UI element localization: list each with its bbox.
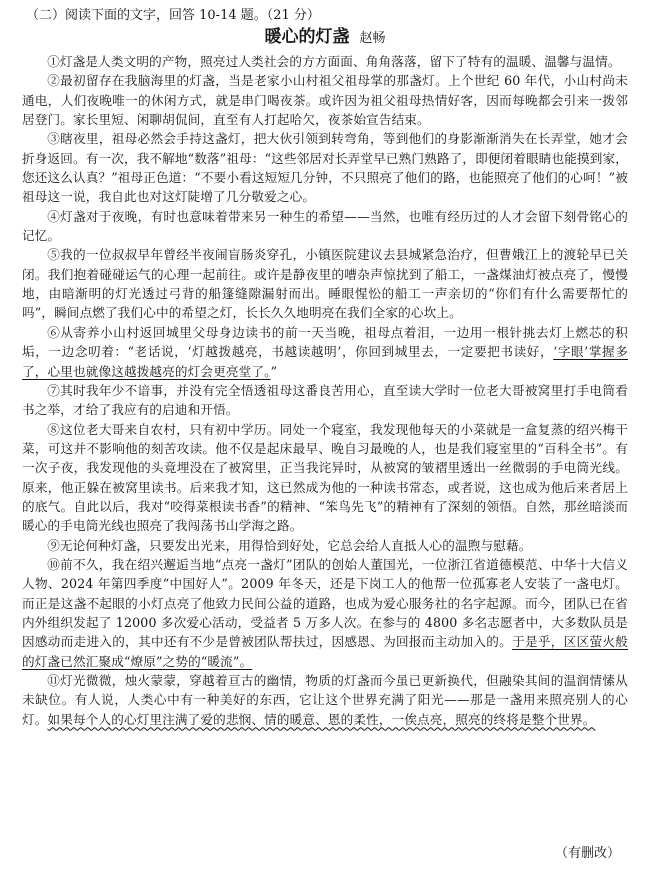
underlined-sentence: ‘字眼’掌握多了，心里也就像这越拨越亮的灯会更亮堂了。 xyxy=(22,344,629,379)
paragraph-2 xyxy=(22,71,628,129)
article-author: 赵畅 xyxy=(359,31,386,46)
paragraph-text: ⑪灯光微微，烛火蒙蒙，穿越着亘古的幽情，物质的灯盏而今虽已更新换代，但融染其间的温润情愫从未缺位。有人说，人类心中有一种美好的东西，它让这个世界充满了阳光——那是一盏用来照亮别人的心灯。 xyxy=(22,673,628,727)
paragraph-11 xyxy=(22,671,628,729)
paragraph-text: ⑧这位老大哥来自农村，只有初中学历。同处一个寝室，我发现他每天的小菜就是一盒复蒸的绍兴梅干菜，可这并不影响他的刻苦攻读。他不仅是起床最早、晚自习最晚的人，也是我们寝室里的“百科全书”。有一次子夜，我发现他的头竟埋没在了被窝里，正当我诧异时，从被窝的皱褶里透出一丝微弱的手电筒光线。原来，他正躲在被窝里读书。后来我才知，这已然成为他的一种读书常态，或者说，这也成为他后来者居上的底气。自此以后，我对“咬得菜根读书香”的精神、“笨鸟先飞”的精神有了深刻的领悟。自然，那丝暗淡而暖心的手电筒光线也照亮了我闯荡书山学海之路。 xyxy=(22,421,628,534)
paragraph-text: ⑤我的一位叔叔早年曾经半夜闹盲肠炎穿孔，小镇医院建议去县城紧急治疗，但曹娥江上的渡轮早已关闭。我们抱着碰碰运气的心理一起前往。或许是静夜里的嘈杂声惊扰到了船工，一盏煤油灯被点亮了，慢慢地，由暗渐明的灯光透过弓背的船篷缝隙漏射而出。睡眼惺忪的船工一声亲切的“你们有什么需要帮忙的吗”，瞬间点燃了我们心中的希望之灯，长长久久地明亮在我们全家的心坎上。 xyxy=(22,247,628,321)
paragraph-text: ②最初留存在我脑海里的灯盏，当是老家小山村祖父祖母掌的那盏灯。上个世纪 60 年代，小山村尚未通电，人们夜晚唯一的休闲方式，就是串门喝夜茶。或许因为祖父祖母热情好客，因而每晚都会引来一拨邻居登门。家长里短、闲聊胡侃间，直至有人打起哈欠，夜茶始宣告结束。 xyxy=(22,73,628,128)
paragraph-text: ③瞎夜里，祖母必然会手持这盏灯，把大伙引领到转弯角，等到他们的身影渐渐消失在长弄堂，她才会折身返回。有一次，我不解地“数落”祖母：“这些邻居对长弄堂早已熟门熟路了，即便闭着眼睛也能摸到家，您还这么认真？”祖母正色道：“不要小看这短短几分钟，不只照亮了他们的路，也能照亮了他们的心呵！”被祖母这一说，我自此也对这灯陡增了几分敬爱之心。 xyxy=(22,131,628,205)
paragraph-6 xyxy=(22,323,628,381)
paragraph-text: ⑦其时我年少不谙事，并没有完全悟透祖母这番良苦用心，直至读大学时一位老大哥被窝里打手电筒看书之举，才给了我应有的启迪和开悟。 xyxy=(22,382,628,418)
paragraph-8 xyxy=(22,420,628,536)
paragraph-10 xyxy=(22,555,628,671)
section-heading: （二）阅读下面的文字，回答 10-14 题。（21 分） xyxy=(26,8,320,23)
underlined-sentence: 于是乎，区区萤火般的灯盏已然汇聚成“燎原”之势的“暖流”。 xyxy=(22,634,628,669)
paragraph-text: ⑨无论何种灯盏，只要发出光来，用得恰到好处，它总会给人直抵人心的温煦与慰藉。 xyxy=(47,537,532,553)
paragraph-text: ⑥从寄养小山村返回城里父母身边读书的前一天当晚，祖母点着泪，一边用一根针挑去灯上燃芯的积垢，一边念叨着：“老话说，‘灯越拨越亮，书越读越明’，你回到城里去，一定要把书读好， xyxy=(22,324,628,360)
paragraph-text-end: ” xyxy=(270,363,278,379)
paragraph-9 xyxy=(22,536,628,555)
edit-note: （有删改） xyxy=(554,846,620,861)
wavy-underlined-sentence: 如果每个人的心灯里注满了爱的悲悯、情的暖意、恩的柔性，一俟点亮，照亮的终将是整个世界。 xyxy=(47,711,596,727)
article-title: 暖心的灯盏 xyxy=(264,27,350,47)
paragraph-text: ④灯盏对于夜晚，有时也意味着带来另一种生的希望——当然，也唯有经历过的人才会留下刻骨铭心的记忆。 xyxy=(22,208,628,244)
paragraph-4 xyxy=(22,207,628,246)
paragraph-1 xyxy=(22,52,628,71)
paragraph-7 xyxy=(22,381,628,420)
paragraph-text: ⑩前不久，我在绍兴邂逅当地“点亮一盏灯”团队的创始人董国光，一位浙江省道德模范、中华十大信义人物、2024 年第四季度“中国好人”。2009 年冬天，还是下岗工人的他帮一位孤寡老人安装了一盏电灯。而正是这盏不起眼的小灯点亮了他致力民间公益的道路，也成为爱心服务社的名字起源。而今，团队已在省内外组织发起了 12000 多次爱心活动，受益者 5 万多人次。在参与的 4800 多名志愿者中，大多数队员是因感动而走进入的，其中还有不少是曾被团队帮扶过，因感恩、为回报而主动加入的。 xyxy=(22,556,628,650)
title-row xyxy=(22,26,628,50)
paragraph-3 xyxy=(22,129,628,206)
paragraph-text: ①灯盏是人类文明的产物，照亮过人类社会的方方面面、角角落落，留下了特有的温暖、温馨与温情。 xyxy=(47,54,621,69)
paragraph-5 xyxy=(22,245,628,322)
